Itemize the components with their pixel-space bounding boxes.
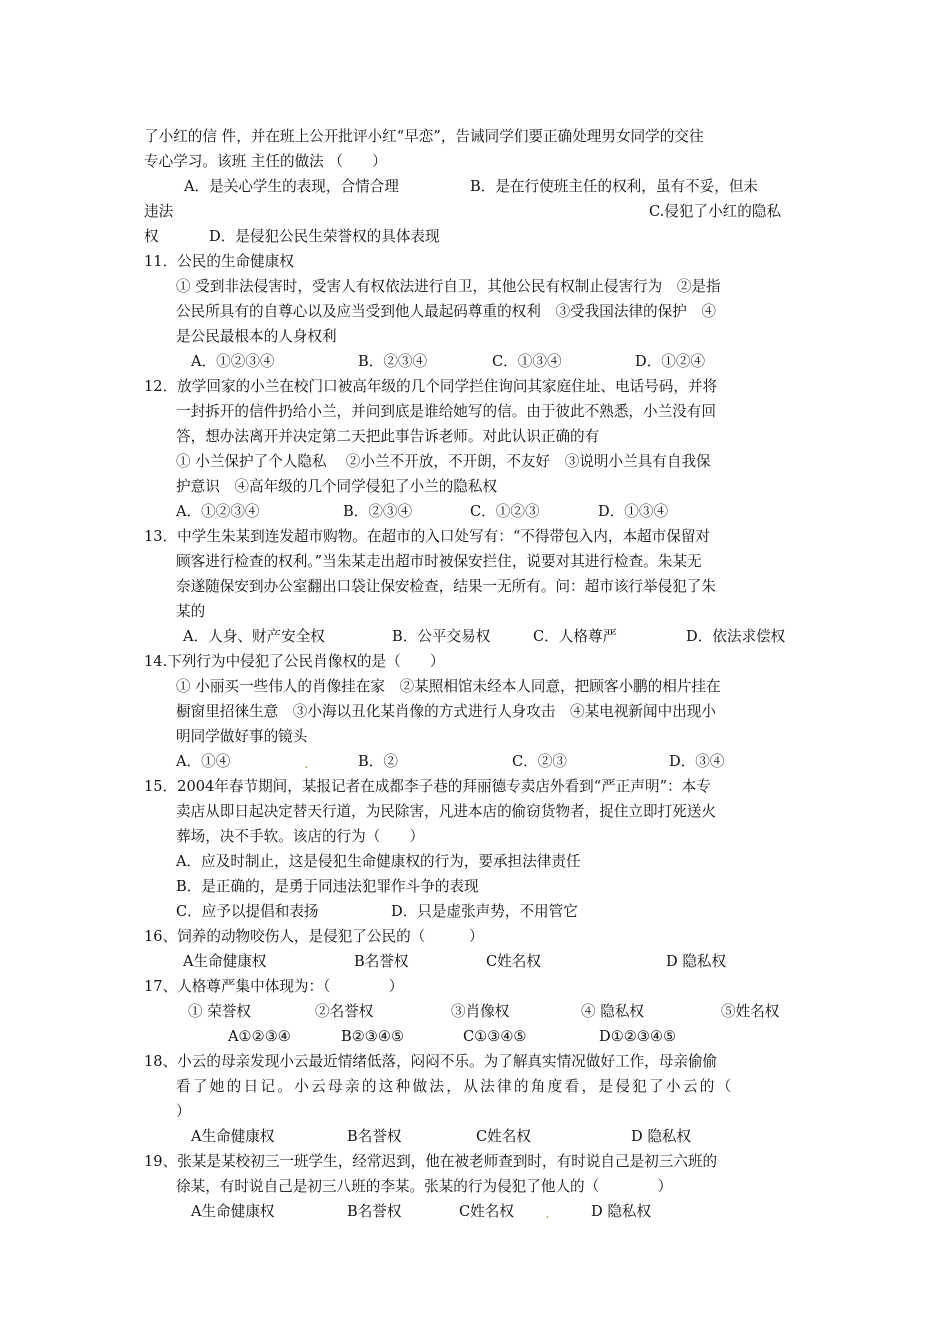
q17-option-c: C①③④⑤ [463,1028,527,1045]
q11-statement-3: 是公民最根本的人身权利 [176,328,337,345]
q14-option-b: B．② [358,753,398,770]
q14-option-a: A．①④ [176,753,231,770]
q16-option-a: A生命健康权 [183,953,267,970]
stray-dot: . [304,755,309,772]
q10-option-d: D．是侵犯公民生荣誉权的具体表现 [209,228,440,245]
q11-option-c: C．①③④ [492,353,562,370]
q18-text-line-2: 看了她的日记。小云母亲的这种做法，从法律的角度看，是侵犯了小云的（ [176,1078,734,1095]
q15-text-line-2: 卖店从即日起决定替天行道，为民除害，凡进本店的偷窃货物者，捉住立即打死送火 [176,803,716,820]
q19-option-b: B名誉权 [347,1203,402,1220]
q15-option-a: A．应及时制止，这是侵犯生命健康权的行为，要承担法律责任 [176,853,581,870]
q19-option-d: D 隐私权 [591,1203,652,1220]
q10-text-line-2: 专心学习。该班 主任的做法 （ ） [144,153,387,170]
q13-text-line-4: 某的 [176,603,206,620]
q15-option-c: C．应予以提倡和表扬 [176,903,319,920]
q18-option-c: C姓名权 [476,1128,531,1145]
q19-text-line-2: 徐某，有时说自己是初三八班的李某。张某的行为侵犯了他人的（ ） [176,1178,673,1195]
q13-text-line-3: 奈遂随保安到办公室翻出口袋让保安检查，结果一无所有。问：超市该行举侵犯了朱 [176,578,716,595]
q14-statement-2: 橱窗里招徕生意 ③小海以丑化某肖像的方式进行人身攻击 ④某电视新闻中出现小 [176,703,716,720]
q13-option-a: A．人身、财产安全权 [183,628,325,645]
q18-option-b: B名誉权 [347,1128,402,1145]
q17-item-4: ④ 隐私权 [581,1003,645,1020]
q11-statement-1: ① 受到非法侵害时，受害人有权依法进行自卫，其他公民有权制止侵害行为 ②是指 [176,278,721,295]
q10-text-line-1: 了小红的信 件，并在班上公开批评小红“早恋”，告诫同学们要正确处理男女同学的交往 [144,128,704,145]
q19-text-line-1: 19、张某是某校初三一班学生，经常迟到，他在被老师查到时，有时说自己是初三六班的 [144,1153,718,1170]
q18-option-d: D 隐私权 [631,1128,692,1145]
q10-option-b-end: 违法 [144,203,174,220]
q19-option-c: C姓名权 [459,1203,514,1220]
q16-option-d: D 隐私权 [666,953,727,970]
q11-statement-2: 公民所具有的自尊心以及应当受到他人最起码尊重的权利 ③受我国法律的保护 ④ [176,303,716,320]
q18-text-line-1: 18、小云的母亲发现小云最近情绪低落，闷闷不乐。为了解真实情况做好工作，母亲偷偷 [144,1053,718,1070]
q13-text-line-2: 顾客进行检查的权利。”当朱某走出超市时被保安拦住，说要对其进行检查。朱某无 [176,553,702,570]
q12-text-line-1: 12．放学回家的小兰在校门口被高年级的几个同学拦住询问其家庭住址、电话号码，并将 [144,378,718,395]
q17-item-5: ⑤姓名权 [721,1003,780,1020]
q10-option-c-end: 权 [144,228,159,245]
q10-option-a: A．是关心学生的表现，合情合理 [184,178,399,195]
q15-option-b: B．是正确的，是勇于同违法犯罪作斗争的表现 [176,878,479,895]
q13-text-line-1: 13．中学生朱某到连发超市购物。在超市的入口处写有：“不得带包入内，本超市保留对 [144,528,711,545]
q12-option-a: A．①②③④ [176,503,260,520]
q17-stem: 17、人格尊严集中体现为：（ ） [144,978,404,995]
q14-option-c: C．②③ [512,753,567,770]
q17-option-d: D①②③④⑤ [599,1028,677,1045]
q17-option-a: A①②③④ [228,1028,291,1045]
q12-statement-1: ① 小兰保护了个人隐私 ②小兰不开放，不开朗，不友好 ③说明小兰具有自我保 [176,453,711,470]
q15-option-d: D．只是虚张声势，不用管它 [391,903,578,920]
q14-statement-1: ① 小丽买一些伟人的肖像挂在家 ②某照相馆未经本人同意，把顾客小鹏的相片挂在 [176,678,721,695]
q13-option-c: C．人格尊严 [533,628,618,645]
q17-item-3: ③肖像权 [451,1003,510,1020]
q12-text-line-2: 一封拆开的信件扔给小兰，并问到底是谁给她写的信。由于彼此不熟悉，小兰没有回 [176,403,716,420]
q13-option-d: D．依法求偿权 [686,628,786,645]
q18-option-a: A生命健康权 [191,1128,275,1145]
q12-option-c: C．①②③ [470,503,540,520]
q17-item-2: ②名誉权 [315,1003,374,1020]
q14-stem: 14.下列行为中侵犯了公民肖像权的是（ ） [144,653,445,670]
q12-text-line-3: 答，想办法离开并决定第二天把此事告诉老师。对此认识正确的有 [176,428,600,445]
q15-text-line-3: 葬场，决不手软。该店的行为（ ） [176,828,425,845]
q16-stem: 16、饲养的动物咬伤人，是侵犯了公民的（ ） [144,928,484,945]
q18-text-line-3: ） [176,1103,191,1120]
q11-option-a: A．①②③④ [191,353,275,370]
q14-option-d: D．③④ [669,753,725,770]
q12-option-d: D．①③④ [598,503,669,520]
q11-option-b: B．②③④ [358,353,428,370]
q10-option-c: C.侵犯了小红的隐私 [649,203,782,220]
q16-option-c: C姓名权 [486,953,541,970]
q14-statement-3: 明同学做好事的镜头 [176,728,308,745]
q12-option-b: B．②③④ [343,503,413,520]
q11-stem: 11．公民的生命健康权 [144,253,294,270]
stray-dot: . [545,1205,550,1222]
q17-option-b: B②③④⑤ [341,1028,405,1045]
q12-statement-2: 护意识 ④高年级的几个同学侵犯了小兰的隐私权 [176,478,498,495]
q19-option-a: A生命健康权 [191,1203,275,1220]
q13-option-b: B．公平交易权 [392,628,491,645]
q15-text-line-1: 15．2004年春节期间，某报记者在成都李子巷的拜丽德专卖店外看到“严正声明”：本专 [144,778,711,795]
q17-item-1: ① 荣誉权 [188,1003,252,1020]
q16-option-b: B名誉权 [354,953,409,970]
q10-option-b: B．是在行使班主任的权利，虽有不妥，但未 [470,178,759,195]
q11-option-d: D．①②④ [635,353,706,370]
